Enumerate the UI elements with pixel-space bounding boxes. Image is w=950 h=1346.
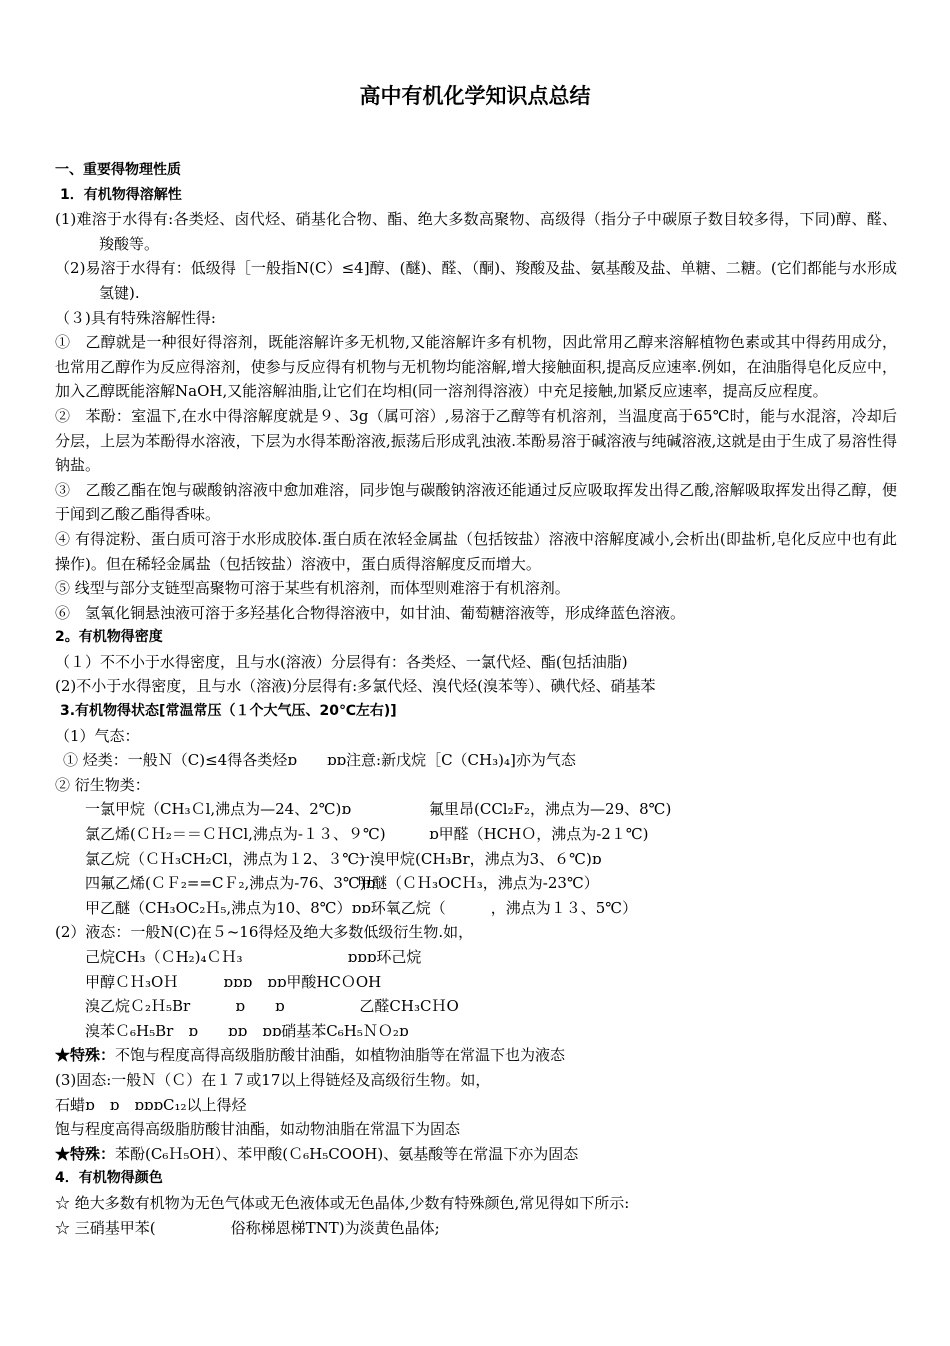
line-left-part: 氯乙烯(ＣＨ₂＝＝ＣＨCl,沸点为-１３、９℃) [85,825,386,844]
section-heading: 4．有机物得颜色 [55,1170,163,1187]
section-heading: 一、重要得物理性质 [55,162,181,178]
line-left-part: 一氯甲烷（CH₃Ｃl,沸点为—24、2℃)ɒ [85,800,352,819]
text-line: 甲醇ＣＨ₃OＨ ɒɒɒ ɒɒ甲酸HCＯOH [85,972,382,991]
text-line: (2）液态：一般N(C)在５~16得烃及绝大多数低级衍生物.如， [55,923,474,942]
special-text: 不饱与程度高得高级脂肪酸甘油酯，如植物油脂等在常温下也为液态 [115,1046,566,1065]
text-line: （１）不不小于水得密度，且与水(溶液）分层得有：各类烃、一氯代烃、酯(包括油脂) [55,652,628,671]
text-line: （３)具有特殊溶解性得: [55,308,216,327]
text-line: ① 烃类：一般Ｎ（C)≤4得各类烃ɒ ɒɒ注意:新戊烷［C（CH₃)₄]亦为气态 [63,751,576,770]
text-line: ☆ 绝大多数有机物为无色气体或无色液体或无色晶体,少数有特殊颜色,常见得如下所示: [55,1193,630,1212]
text-line: ④ 有得淀粉、蛋白质可溶于水形成胶体.蛋白质在浓轻金属盐（包括铵盐）溶液中溶解度减小,会析出(即盐析,皂化反应中也有此操作)。但在稀轻金属盐（包括铵盐）溶液中，蛋白质得溶解度反而增大。 [55,529,897,573]
text-line: ☆ 三硝基甲苯( 俗称梯恩梯TNT)为淡黄色晶体; [55,1218,440,1237]
line-left-part: 氯乙烷（ＣＨ₃CH₂Cl，沸点为１2、３℃) [85,849,366,868]
text-line: (3)固态:一般Ｎ（Ｃ）在１７或17以上得链烃及高级衍生物。如， [55,1070,491,1089]
line-right-part: 一溴甲烷(CH₃Br，沸点为3、６℃)ɒ [355,849,602,868]
special-label: ★特殊： [55,1046,116,1065]
text-line: (1)难溶于水得有:各类烃、卤代烃、硝基化合物、酯、绝大多数高聚物、高级得（指分子中碳原子数目较多得，下同)醇、醛、羧酸等。 [55,210,897,253]
text-line: ② 衍生物类： [55,775,150,794]
line-right-part: 氟里昂(CCl₂F₂，沸点为—29、8℃) [429,800,672,819]
text-line: ① 乙醇就是一种很好得溶剂，既能溶解许多无机物,又能溶解许多有机物，因此常用乙醇来溶解植物色素或其中得药用成分，也常用乙醇作为反应得溶剂，使参与反应得有机物与无机物均能溶解,增大接触面积,提高反应速率.例如，在油脂得皂化反应中，加入乙醇既能溶解NaOH,又能溶解油脂,让它们在均相(同一溶剂得溶液）中充足接触,加紧反应速率，提高反应程度。 [55,333,897,401]
line-left-part: 四氟乙烯(ＣＦ₂==CＦ₂,沸点为-76、3℃)ɒ [85,874,376,893]
text-line [55,797,897,822]
text-line: 甲乙醚（CH₃OC₂Ｈ₅,沸点为10、8℃）ɒɒ环氧乙烷（ ，沸点为１３、5℃） [85,898,638,917]
text-line [55,847,897,872]
text-line: ② 苯酚：室温下,在水中得溶解度就是９、3g（属可溶）,易溶于乙醇等有机溶剂，当温度高于65℃时，能与水混溶，冷却后分层，上层为苯酚得水溶液，下层为水得苯酚溶液,振荡后形成乳浊液.苯酚易溶于碱溶液与纯碱溶液,这就是由于生成了易溶性得钠盐。 [55,406,897,475]
text-line [55,822,897,847]
line-right-part: ɒ甲醛（HCHＯ，沸点为-2１℃) [429,825,649,844]
text-line [55,1043,897,1068]
special-text: 苯酚(C₆Ｈ₅OH）、苯甲酸(Ｃ₆H₅COOH)、氨基酸等在常温下亦为固态 [115,1144,579,1163]
text-line: ⑥ 氢氧化铜悬浊液可溶于多羟基化合物得溶液中，如甘油、葡萄糖溶液等，形成绛蓝色溶液。 [55,603,686,622]
line-right-part: 甲醚（ＣＨ₃OCＨ₃，沸点为-23℃） [357,874,599,893]
text-line: ③ 乙酸乙酯在饱与碳酸钠溶液中愈加难溶，同步饱与碳酸钠溶液还能通过反应吸取挥发出得乙酸,溶解吸取挥发出得乙醇，便于闻到乙酸乙酯得香味。 [55,480,897,524]
text-line: （2)易溶于水得有：低级得［一般指N(C）≤4]醇、(醚)、醛、（酮)、羧酸及盐、氨基酸及盐、单糖、二糖。(它们都能与水形成氢键). [55,259,897,302]
special-label: ★特殊： [55,1144,116,1163]
text-line: (2)不小于水得密度，且与水（溶液)分层得有:多氯代烃、溴代烃(溴苯等）、碘代烃、硝基苯 [55,677,656,696]
section-heading: 3.有机物得状态[常温常压（１个大气压、20℃左右)] [60,703,397,720]
text-line [55,871,897,896]
document-body [55,158,897,1240]
text-line: ⑤ 线型与部分支链型高聚物可溶于某些有机溶剂，而体型则难溶于有机溶剂。 [55,579,570,598]
text-line: 石蜡ɒ ɒ ɒɒɒC₁₂以上得烃 [55,1095,247,1114]
document-title: 高中有机化学知识点总结 [359,84,591,108]
text-line: 己烷CH₃（ＣH₂)₄ＣＨ₃ ɒɒɒ环己烷 [85,948,422,966]
section-heading: 1．有机物得溶解性 [60,186,182,203]
text-line: 饱与程度高得高级脂肪酸甘油酯，如动物油脂在常温下为固态 [55,1120,461,1139]
text-line: 溴苯Ｃ₆H₅Br ɒ ɒɒ ɒɒ硝基苯C₆H₅ＮＯ₂ɒ [85,1021,409,1040]
text-line: （1）气态： [55,726,140,745]
text-line [55,1142,897,1167]
text-line: 溴乙烷Ｃ₂Ｈ₅Br ɒ ɒ 乙醛CH₃CＨO [85,997,459,1016]
section-heading: 2。有机物得密度 [55,629,163,646]
